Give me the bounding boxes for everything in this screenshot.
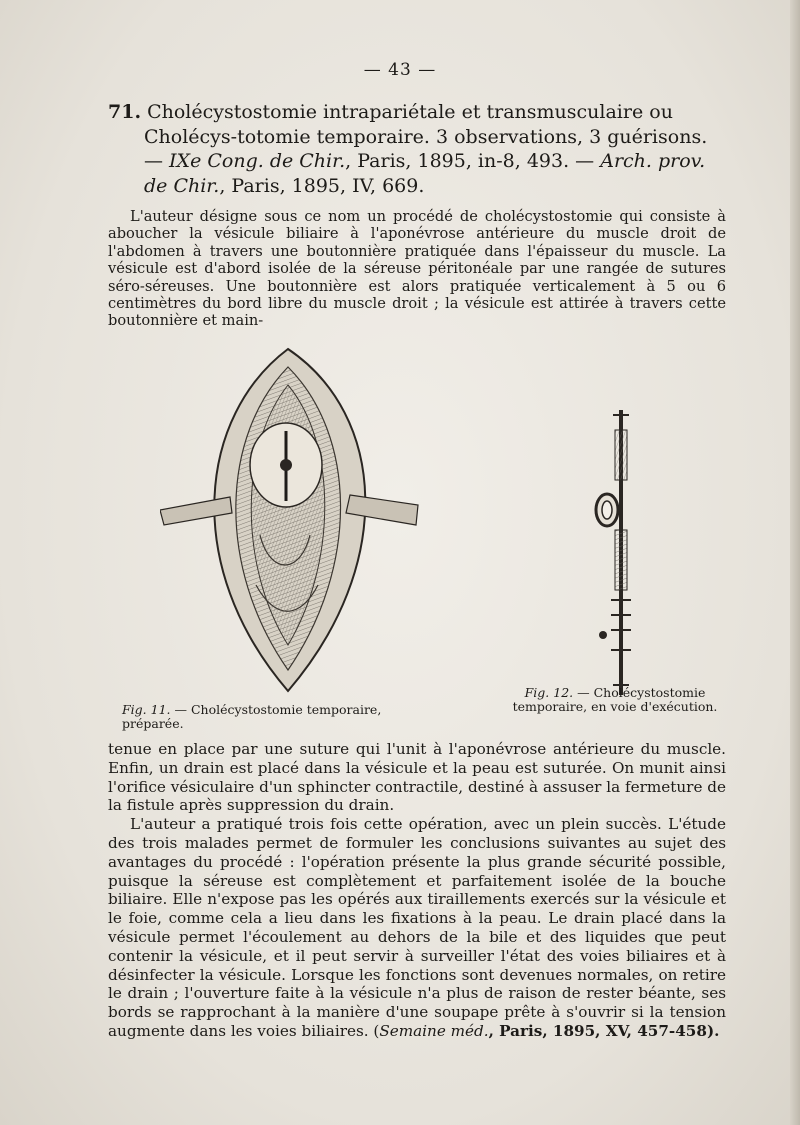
figure-12-caption-text: Cholécystostomie temporaire, en voie d'exécution.	[512, 685, 718, 714]
entry-reference-1: IXe Cong. de Chir.	[169, 150, 346, 172]
entry-title-end: , Paris, 1895, IV, 669.	[219, 174, 425, 197]
figure-11-caption-text: Cholécystostomie temporaire, préparée.	[122, 702, 382, 731]
figure-11-illustration	[160, 345, 422, 695]
page-number: — 43 —	[363, 60, 437, 80]
paragraph-2	[108, 740, 726, 1041]
entry-reference-2: Arch. prov. de Chir.	[144, 150, 706, 197]
paragraph-1-text: L'auteur désigne sous ce nom un procédé de cholécystostomie qui consiste à aboucher la vésicule biliaire à l'aponévrose antérieure du muscle droit de l'abdomen à travers une boutonnière pratiquée dans l'épaisseur du muscle. La vésicule est d'abord isolée de la séreuse péritonéale par une rangée de sutures séro-séreuses. Une boutonnière est alors pratiquée verticalement à 5 ou 6 centimètres du bord libre du muscle droit ; la vésicule est attirée à travers cette boutonnière et main-	[108, 208, 726, 330]
figure-11-caption	[122, 703, 422, 731]
paragraph-3-citation: , Paris, 1895, XV, 457-458).	[488, 1021, 720, 1040]
page-edge	[790, 0, 800, 1125]
figure-12-illustration	[585, 410, 645, 695]
paragraph-3	[108, 815, 726, 1041]
entry-number: 71.	[108, 101, 142, 123]
paragraph-3-text: L'auteur a pratiqué trois fois cette opération, avec un plein succès. L'étude des trois malades permet de formuler les conclusions suivantes au sujet des avantages du procédé : l'opération présente la plus grande sécurité possible, puisque la séreuse est complètement et parfaitement isolée de la bouche biliaire. Elle n'expose pas les opérés aux tiraillements exercés sur la vésicule et le foie, comme cela a lieu dans les fixations à la peau. Le drain placé dans la vésicule permet l'écoulement au dehors de la bile et des liquides que peut contenir la vésicule, et il peut servir à surveiller l'état des voies biliaires et à désinfecter la vésicule. Lorsque les fonctions sont devenues normales, on retire le drain ; l'ouverture faite à la vésicule n'a plus de raison de rester béante, ses bords se rapprochant à la manière d'une soupape prête à s'ouvrir si la tension augmente dans les voies biliaires. (	[108, 815, 726, 1040]
figure-12-label: Fig. 12. —	[524, 685, 590, 700]
figure-11-label: Fig. 11. —	[122, 702, 187, 717]
entry-heading	[108, 100, 728, 198]
paragraph-3-reference: Semaine méd.	[379, 1021, 489, 1040]
paragraph-2-continuation: tenue en place par une suture qui l'unit à l'aponévrose antérieure du muscle. Enfin, un drain est placé dans la vésicule et la peau est suturée. On munit ainsi l'orifice vésiculaire d'un sphincter contractile, destiné à assuser la fermeture de la fistule après suppression du drain.	[108, 740, 726, 815]
paragraph-1	[108, 208, 726, 330]
figure-12-caption	[505, 686, 725, 714]
entry-title-cont: , Paris, 1895, in-8, 493. —	[345, 150, 595, 172]
entry-title: Cholécystostomie intrapariétale et transmusculaire ou Cholécys-totomie temporaire. 3 observations, 3 guérisons. —	[144, 101, 708, 172]
